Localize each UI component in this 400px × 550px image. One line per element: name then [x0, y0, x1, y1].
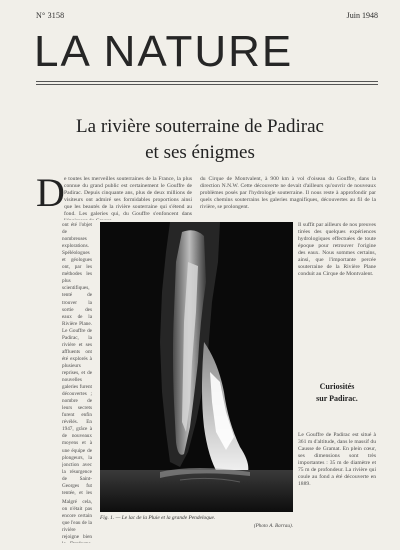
body-text-intro-right: du Cirque de Montvalent, à 900 km à vol d'oiseau du Gouffre, dans la direction N.N.W. Cette découverte ne devait d'ailleurs qu'ouvrir de nouveaux problèmes posés par l'hydrologie souterraine. Il nous reste à approfondir par quels chemins souterrains les galeries magnifiques, découvertes au fil de la rivière, se prolongent.	[200, 176, 376, 211]
header-top	[36, 11, 378, 23]
drop-cap: D	[36, 170, 65, 215]
cave-photograph	[100, 222, 293, 512]
body-text-right-column: Il suffit par ailleurs de nos preuves tirées des quelques expériences hydrologiques effectuées de toute époque pour retrouver l'origine des eaux. Nous sommes certains, ainsi, que l'importante percée souterraine de la Rivière Plane conduit au Cirque de Montvalent.	[298, 222, 376, 278]
photo-caption: Fig. 1. — Le lac de la Pluie et la grande Pendeloque.	[100, 515, 216, 521]
body-text-left-column: ont été l'objet de nombreuses explorations. Spéléologues et géologues ont, par les méthodes les plus scientifiques, tenté de trouver la sortie des eaux de la Rivière Plane. Le Gouffre de Padirac, la rivière et ses affluents ont été explorés à plusieurs reprises, et de nouvelles galeries furent découvertes ; nombre de leurs secrets furent enfin révélés. En 1947, grâce à de nouveaux moyens et à une équipe de plongeurs, la jonction avec la résurgence de Saint-Georges fut tentée, et les	[62, 222, 92, 496]
masthead-title: LA NATURE	[34, 27, 294, 76]
issue-date: Juin 1948	[346, 11, 378, 20]
section-subheading-line2: sur Padirac.	[316, 394, 358, 403]
article-title-line2: et ses énigmes	[145, 142, 255, 163]
body-text-left-bottom: Malgré cela, on n'était pas encore certain que l'eau de la rivière rejoigne bien	[62, 499, 92, 541]
photo-credit: (Photo A. Barrau).	[253, 523, 293, 529]
body-text-right-bottom: Le Gouffre de Padirac est situé à 361 m d'altitude, dans le massif du Causse de Gramat. En plein cœur, ses dimensions sont très importantes : 35 m de diamètre et 75 m de profondeur. La rivière qui coule au fond a été découverte en 1889.	[298, 432, 376, 488]
masthead-rule	[36, 81, 378, 82]
masthead-rule-thick	[36, 84, 378, 85]
issue-number: N° 3158	[36, 11, 65, 20]
article-title: La rivière souterraine de Padirac	[76, 116, 324, 137]
body-text-intro-left: e toutes les merveilles souterraines de la France, la plus connue du grand public est certainement le Gouffre de Padirac. Depuis cinquante ans, plus de deux millions de visiteurs ont admiré ses formidables proportions ainsi que les beautés de la rivière souterraine qui s'étend au fond. Les galeries qui, du Gouffre s'enfoncent dans	[64, 176, 192, 218]
section-subheading: Curiosités	[319, 382, 355, 391]
